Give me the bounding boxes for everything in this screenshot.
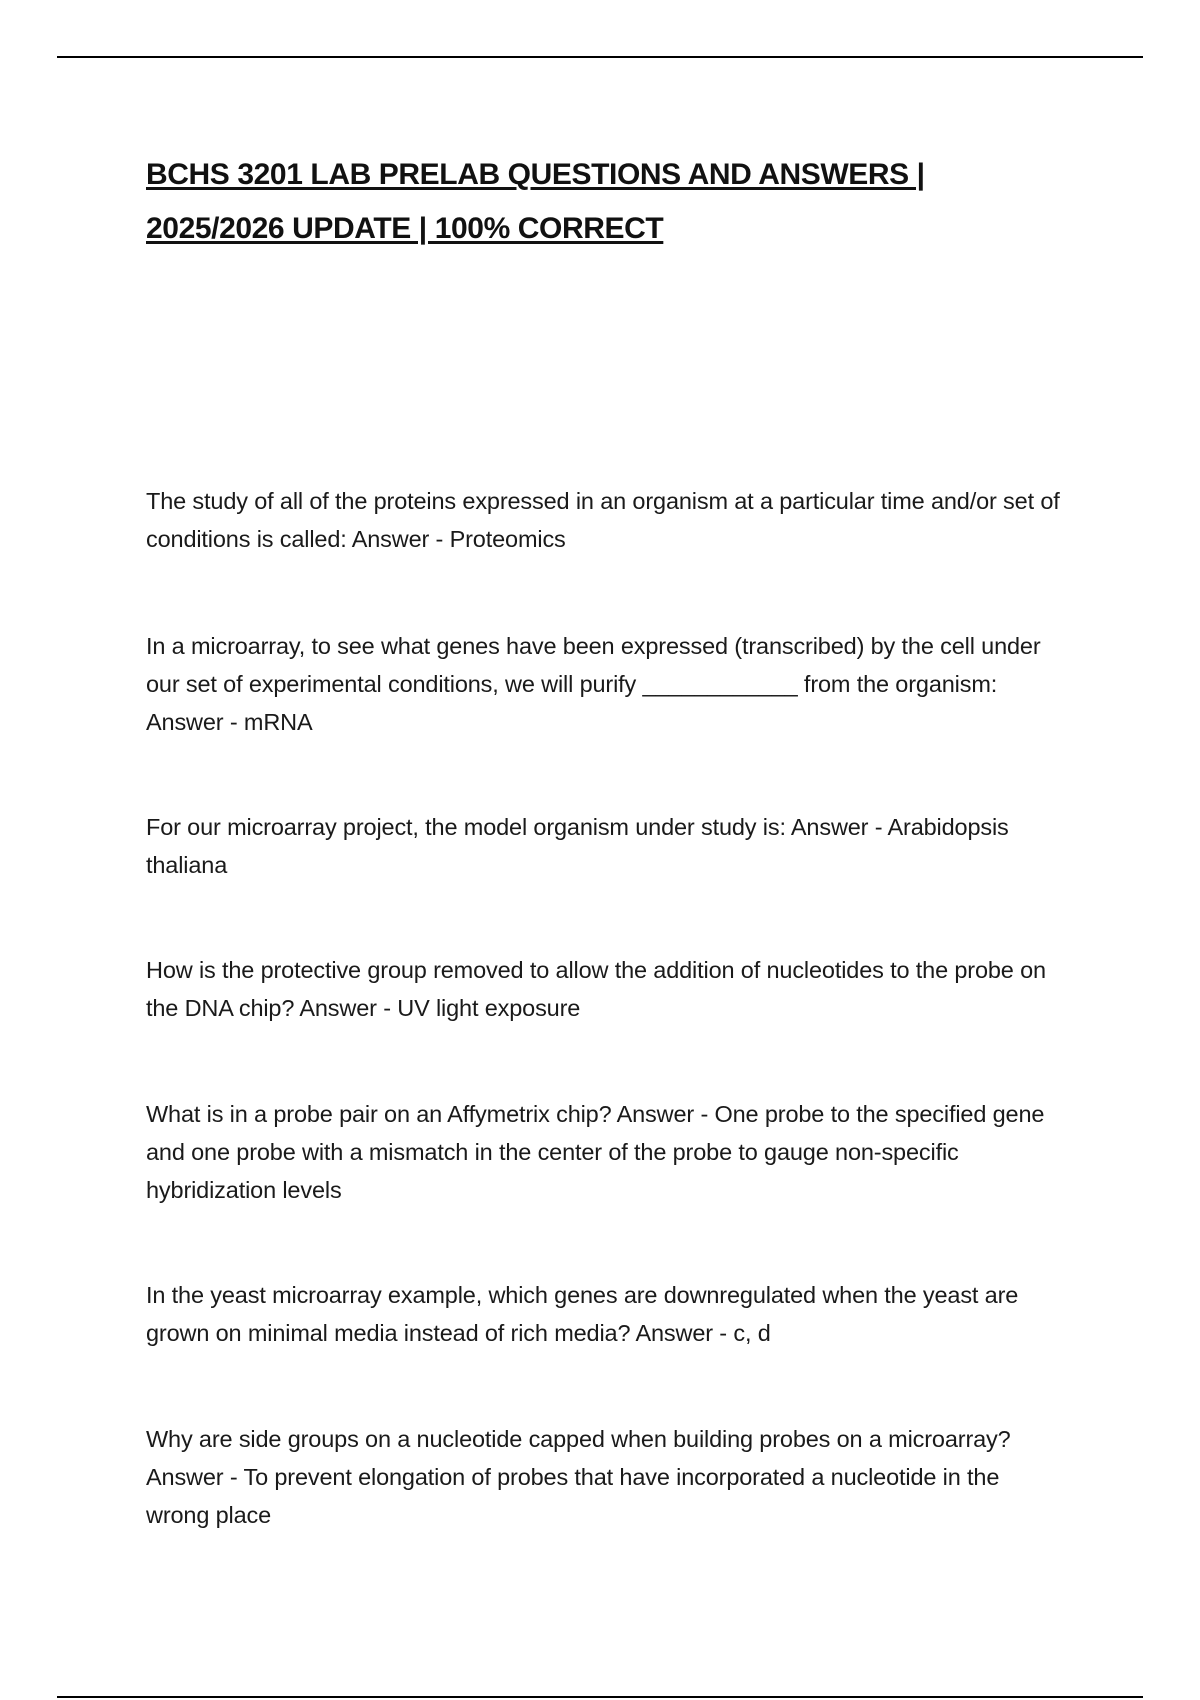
qa-item-2: In a microarray, to see what genes have been expressed (transcribed) by the cell under our set of experimental conditions, we will purify ____________ from the organism: Answer - mRNA [146,633,1041,735]
qa-item-7: Why are side groups on a nucleotide capped when building probes on a microarray? Answer - To prevent elongation of probes that have incorporated a nucleotide in the wrong place [146,1426,1011,1528]
qa-item-1: The study of all of the proteins expressed in an organism at a particular time and/or set of conditions is called: Answer - Proteomics [146,488,1060,552]
bottom-horizontal-rule [57,1696,1143,1698]
qa-item-4: How is the protective group removed to allow the addition of nucleotides to the probe on the DNA chip? Answer - UV light exposure [146,957,1046,1021]
top-horizontal-rule [57,56,1143,58]
qa-item-5: What is in a probe pair on an Affymetrix chip? Answer - One probe to the specified gene and one probe with a mismatch in the center of the probe to gauge non-specific hybridization levels [146,1101,1045,1203]
qa-item-6: In the yeast microarray example, which genes are downregulated when the yeast are grown on minimal media instead of rich media? Answer - c, d [146,1282,1019,1346]
document-title: BCHS 3201 LAB PRELAB QUESTIONS AND ANSWERS | 2025/2026 UPDATE | 100% CORRECT [146,158,925,245]
qa-item-3: For our microarray project, the model organism under study is: Answer - Arabidopsis thaliana [146,814,1009,878]
